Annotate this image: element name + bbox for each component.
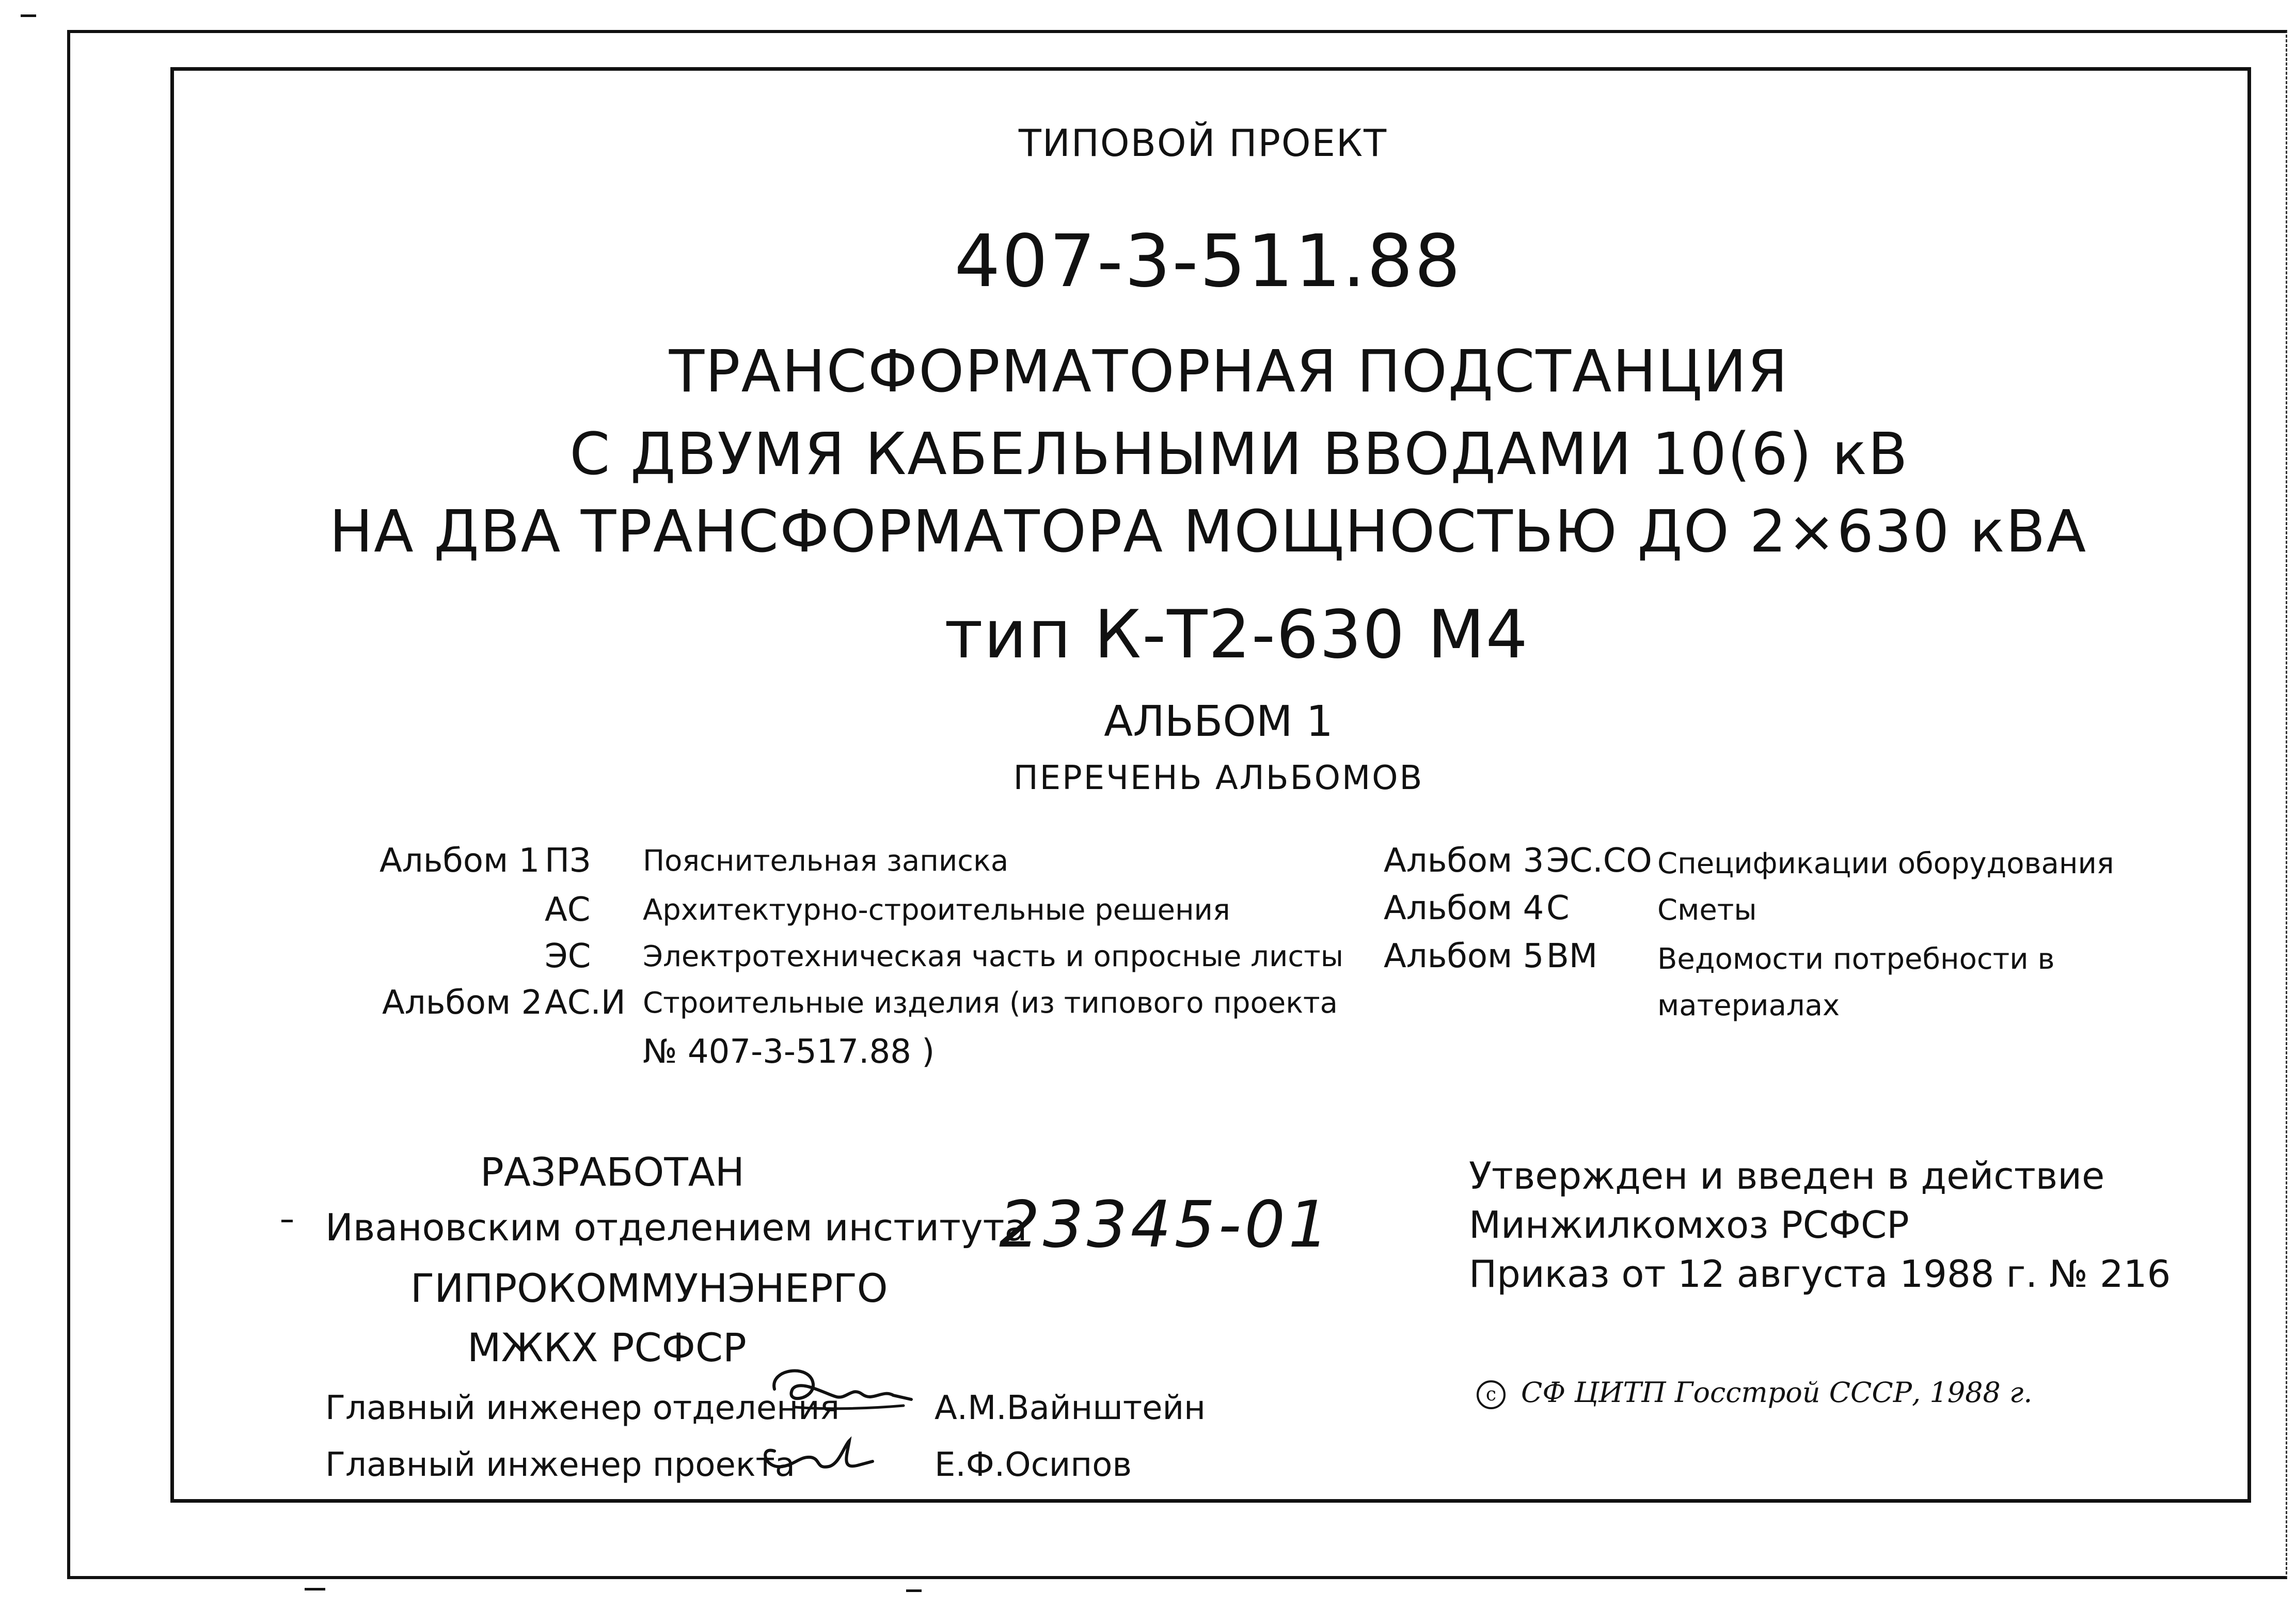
album-list-title: ПЕРЕЧЕНЬ АЛЬБОМОВ <box>1013 759 1424 797</box>
registration-number: 23345-01 <box>999 1188 1332 1262</box>
signature-chief-project <box>754 1425 878 1482</box>
signature-chief-dept <box>764 1358 919 1425</box>
developer-heading: РАЗРАБОТАН <box>480 1149 745 1195</box>
approval-line-2: Минжилкомхоз РСФСР <box>1469 1203 1909 1247</box>
title-line-2: С ДВУМЯ КАБЕЛЬНЫМИ ВВОДАМИ 10(6) кВ <box>569 421 1909 488</box>
developer-org: ГИПРОКОММУНЭНЕРГО <box>410 1265 888 1311</box>
album-code: АС <box>545 891 591 929</box>
album-desc: Архитектурно-строительные решения <box>643 893 1230 927</box>
album-label: Альбом 1 <box>379 842 540 880</box>
chief-project-name: Е.Ф.Осипов <box>935 1446 1132 1484</box>
copyright-text: СФ ЦИТП Госстрой СССР, 1988 г. <box>1521 1376 2033 1409</box>
album-code: ПЗ <box>545 842 591 880</box>
album-desc: Строительные изделия (из типового проекта <box>643 986 1338 1020</box>
project-number: 407-3-511.88 <box>954 219 1462 304</box>
album-code: ВМ <box>1546 937 1598 975</box>
project-type: тип К-Т2-630 М4 <box>944 596 1529 673</box>
album-code: ЭС <box>545 937 591 975</box>
album-label: Альбом 5 <box>1384 937 1544 975</box>
chief-dept-name: А.М.Вайнштейн <box>935 1389 1206 1427</box>
chief-dept-label: Главный инженер отделения <box>325 1389 840 1427</box>
stray-mark <box>305 1588 325 1590</box>
album-label: Альбом 4 <box>1384 889 1544 927</box>
album-current: АЛЬБОМ 1 <box>1104 697 1333 746</box>
stray-mark <box>281 1220 293 1222</box>
approval-line-1: Утвержден и введен в действие <box>1469 1154 2105 1198</box>
developer-line: Ивановским отделением института <box>325 1206 1027 1249</box>
chief-project-label: Главный инженер проекта <box>325 1446 795 1484</box>
developer-ministry: МЖКХ РСФСР <box>467 1325 747 1370</box>
album-code: АС.И <box>545 984 626 1022</box>
album-label: Альбом 2 <box>382 984 543 1022</box>
album-desc: Ведомости потребности в <box>1657 942 2055 976</box>
stray-mark <box>906 1589 922 1592</box>
album-desc: Спецификации оборудования <box>1657 847 2114 880</box>
copyright-icon: c <box>1477 1380 1506 1409</box>
stray-mark <box>21 14 36 17</box>
copyright <box>1477 1376 2032 1409</box>
album-desc: Пояснительная записка <box>643 844 1009 878</box>
album-code: С <box>1546 889 1570 927</box>
album-desc: № 407-3-517.88 ) <box>643 1033 935 1071</box>
project-kind: ТИПОВОЙ ПРОЕКТ <box>1018 121 1388 165</box>
album-desc: Электротехническая часть и опросные листы <box>643 940 1343 973</box>
album-code: ЭС.СО <box>1546 842 1652 880</box>
album-label: Альбом 3 <box>1384 842 1544 880</box>
title-line-3: НА ДВА ТРАНСФОРМАТОРА МОЩНОСТЬЮ ДО 2×630 кВА <box>329 498 2087 565</box>
album-desc: материалах <box>1657 989 1840 1022</box>
title-line-1: ТРАНСФОРМАТОРНАЯ ПОДСТАНЦИЯ <box>669 338 1789 405</box>
approval-line-3: Приказ от 12 августа 1988 г. № 216 <box>1469 1252 2171 1296</box>
album-desc: Сметы <box>1657 893 1757 927</box>
